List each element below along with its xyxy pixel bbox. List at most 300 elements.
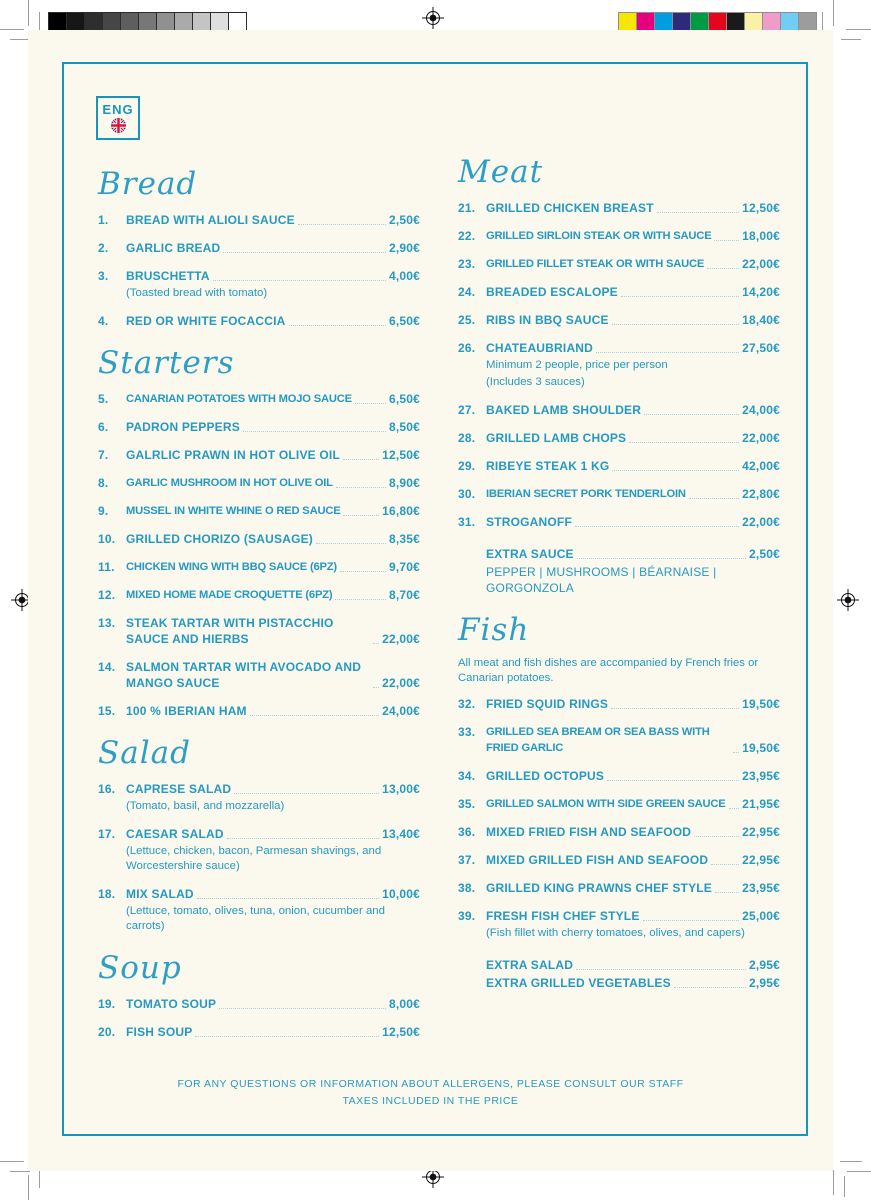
item-name: EXTRA SALAD [486, 958, 574, 972]
item-name: MIXED FRIED FISH AND SEAFOOD [486, 825, 692, 839]
dotted-leader [729, 808, 740, 809]
color-swatch [780, 12, 799, 32]
menu-item-row [98, 886, 420, 902]
item-number: 10. [98, 532, 116, 546]
item-number: 35. [458, 797, 476, 811]
menu-item [98, 703, 420, 719]
item-price: 14,20€ [742, 285, 780, 299]
item-price: 8,00€ [388, 997, 420, 1011]
section-title: Bread [98, 166, 198, 202]
menu-item [98, 781, 420, 814]
menu-section-fish [458, 610, 780, 991]
dotted-leader [674, 987, 746, 988]
menu-item-row [98, 475, 420, 491]
menu-item [98, 826, 420, 874]
item-number: 31. [458, 515, 476, 529]
crop-mark [10, 39, 30, 40]
extras-block [486, 546, 780, 596]
item-price: 22,95€ [742, 853, 780, 867]
item-number: 30. [458, 487, 476, 501]
item-price: 8,50€ [388, 420, 420, 434]
item-price: 23,95€ [742, 769, 780, 783]
item-description: (Fish fillet with cherry tomatoes, olives, and capers) [486, 927, 745, 939]
language-label: ENG [102, 102, 134, 117]
dotted-leader [607, 780, 739, 781]
dotted-leader [213, 280, 386, 281]
crop-mark [841, 39, 861, 40]
menu-item-row [458, 880, 780, 896]
crop-mark [844, 1176, 845, 1197]
menu-item-row [458, 852, 780, 868]
item-name: GALRLIC PRAWN IN HOT OLIVE OIL [126, 448, 340, 462]
item-name: 100 % IBERIAN HAM [126, 704, 247, 718]
grayscale-swatch [138, 12, 157, 32]
menu-item [458, 514, 780, 530]
item-name: BRUSCHETTA [126, 269, 210, 283]
item-price: 22,00€ [382, 676, 420, 690]
item-price: 2,90€ [388, 241, 420, 255]
grayscale-swatch [48, 12, 67, 32]
item-number: 1. [98, 213, 109, 227]
item-name: FRESH FISH CHEF STYLE [486, 909, 640, 923]
menu-section-starters [98, 343, 420, 719]
allergen-notice: FOR ANY QUESTIONS OR INFORMATION ABOUT ALLERGENS, PLEASE CONSULT OUR STAFF [177, 1078, 684, 1090]
grayscale-swatch [174, 12, 193, 32]
crop-mark [833, 1170, 834, 1195]
color-swatch [654, 12, 673, 32]
item-name: MIXED GRILLED FISH AND SEAFOOD [486, 853, 709, 867]
item-number: 39. [458, 909, 476, 923]
item-number: 27. [458, 403, 476, 417]
item-price: 8,70€ [388, 588, 420, 602]
item-price: 12,50€ [742, 201, 780, 215]
item-name: GRILLED FILLET STEAK OR WITH SAUCE [486, 258, 705, 270]
dotted-leader [694, 836, 739, 837]
item-price: 22,00€ [742, 515, 780, 529]
item-number: 25. [458, 313, 476, 327]
item-name: STEAK TARTAR WITH PISTACCHIO SAUCE AND HIERBS [126, 616, 334, 646]
dotted-leader [612, 324, 739, 325]
item-price: 18,40€ [742, 313, 780, 327]
menu-item-row [458, 824, 780, 840]
item-price: 2,50€ [748, 547, 780, 561]
item-number: 34. [458, 769, 476, 783]
menu-item-row [98, 419, 420, 435]
item-name: MIXED HOME MADE CROQUETTE (6PZ) [126, 589, 333, 601]
grayscale-swatch [228, 12, 247, 32]
item-name: GRILLED CHORIZO (SAUSAGE) [126, 532, 313, 546]
extras-block [486, 957, 780, 991]
color-calibration-bar [618, 12, 816, 32]
dotted-leader [373, 643, 379, 644]
dotted-leader [373, 687, 379, 688]
item-name: CHICKEN WING WITH BBQ SAUCE (6PZ) [126, 561, 337, 573]
dotted-leader [707, 268, 739, 269]
grayscale-swatch [120, 12, 139, 32]
item-price: 21,95€ [742, 797, 780, 811]
item-number: 6. [98, 420, 109, 434]
menu-item [458, 312, 780, 328]
menu-item-row [98, 996, 420, 1012]
menu-item-row [458, 200, 780, 216]
item-description: (Tomato, basil, and mozzarella) [126, 800, 285, 812]
item-name: FRIED SQUID RINGS [486, 697, 609, 711]
menu-item [98, 559, 420, 575]
item-description: (Includes 3 sauces) [486, 376, 585, 388]
dotted-leader [611, 708, 739, 709]
item-name: RED OR WHITE FOCACCIA [126, 314, 286, 328]
menu-item-row [458, 696, 780, 712]
tax-notice: TAXES INCLUDED IN THE PRICE [342, 1095, 519, 1107]
menu-item-row [98, 615, 420, 647]
item-name: CHATEAUBRIAND [486, 341, 594, 355]
menu-item [458, 908, 780, 941]
menu-section-bread [98, 164, 420, 329]
menu-item-row [98, 531, 420, 547]
menu-item-row [458, 312, 780, 328]
color-swatch [690, 12, 709, 32]
color-swatch [618, 12, 637, 32]
menu-item [98, 1024, 420, 1040]
menu-item-row [458, 796, 780, 812]
dotted-leader [343, 515, 379, 516]
item-price: 19,50€ [742, 697, 780, 711]
dotted-leader [714, 240, 739, 241]
menu-item-row [458, 908, 780, 924]
item-name: CANARIAN POTATOES WITH MOJO SAUCE [126, 393, 352, 405]
item-price: 22,80€ [742, 487, 780, 501]
crop-mark [28, 1175, 29, 1200]
item-number: 21. [458, 201, 476, 215]
menu-item-row [98, 587, 420, 603]
item-price: 8,35€ [388, 532, 420, 546]
item-number: 20. [98, 1025, 116, 1039]
item-name: STROGANOFF [486, 515, 572, 529]
menu-item [98, 475, 420, 491]
dotted-leader [715, 892, 739, 893]
menu-item [458, 200, 780, 216]
crop-mark [39, 1169, 40, 1188]
crop-mark [833, 0, 834, 26]
menu-section-salad [98, 733, 420, 934]
item-name: CAPRESE SALAD [126, 782, 232, 796]
crop-mark [28, 0, 29, 26]
menu-item-row [98, 559, 420, 575]
item-price: 4,00€ [388, 269, 420, 283]
item-number: 12. [98, 588, 116, 602]
registration-mark-top [422, 7, 444, 29]
menu-item [98, 659, 420, 691]
item-name: GRILLED SALMON WITH SIDE GREEN SAUCE [486, 798, 726, 810]
dotted-leader [733, 752, 739, 753]
item-name: GRILLED CHICKEN BREAST [486, 201, 654, 215]
item-price: 18,00€ [742, 229, 780, 243]
item-description: Minimum 2 people, price per person [486, 359, 668, 371]
menu-item [98, 240, 420, 256]
section-note: All meat and fish dishes are accompanied by French fries or Canarian potatoes. [458, 657, 759, 684]
item-number: 33. [458, 725, 476, 739]
item-number: 37. [458, 853, 476, 867]
item-price: 12,50€ [382, 1025, 420, 1039]
item-price: 24,00€ [742, 403, 780, 417]
item-description: (Lettuce, tomato, olives, tuna, onion, cucumber and carrots) [126, 905, 385, 932]
item-name: SALMON TARTAR WITH AVOCADO AND MANGO SAUCE [126, 660, 362, 690]
section-title: Fish [458, 612, 530, 648]
grayscale-swatch [210, 12, 229, 32]
menu-item [98, 886, 420, 934]
crop-mark [39, 12, 40, 31]
crop-mark [847, 1171, 871, 1172]
item-number: 38. [458, 881, 476, 895]
item-number: 8. [98, 476, 109, 490]
menu-item [458, 486, 780, 502]
section-title: Starters [98, 345, 235, 381]
dotted-leader [612, 470, 739, 471]
item-price: 24,00€ [382, 704, 420, 718]
item-price: 6,50€ [388, 314, 420, 328]
item-price: 2,50€ [388, 213, 420, 227]
menu-item [458, 852, 780, 868]
menu-item-row [98, 240, 420, 256]
crop-mark [10, 1171, 30, 1172]
item-name: MIX SALAD [126, 887, 194, 901]
menu-item-row [486, 546, 780, 562]
dotted-leader [298, 224, 386, 225]
menu-item-row [458, 514, 780, 530]
menu-item-row [458, 256, 780, 272]
item-description: (Toasted bread with tomato) [126, 287, 268, 299]
menu-item-row [98, 826, 420, 842]
item-name: RIBEYE STEAK 1 KG [486, 459, 610, 473]
menu-item [98, 268, 420, 301]
grayscale-swatch [102, 12, 121, 32]
dotted-leader [250, 715, 379, 716]
menu-item-row [98, 447, 420, 463]
menu-item [458, 430, 780, 446]
extras-description: PEPPER | MUSHROOMS | BÉARNAISE | GORGONZOLA [486, 565, 717, 595]
item-number: 19. [98, 997, 116, 1011]
grayscale-swatch [156, 12, 175, 32]
menu-item [98, 391, 420, 407]
item-price: 2,95€ [748, 958, 780, 972]
menu-item-row [458, 284, 780, 300]
dotted-leader [316, 543, 386, 544]
item-number: 3. [98, 269, 109, 283]
item-number: 11. [98, 560, 115, 574]
menu-item-row [98, 212, 420, 228]
item-price: 2,95€ [748, 976, 780, 990]
item-number: 26. [458, 341, 476, 355]
registration-mark-right [837, 589, 859, 611]
menu-section-meat [458, 152, 780, 596]
item-name: EXTRA GRILLED VEGETABLES [486, 976, 671, 990]
item-price: 12,50€ [382, 448, 420, 462]
item-name: BREAD WITH ALIOLI SAUCE [126, 213, 295, 227]
item-number: 9. [98, 504, 109, 518]
crop-mark [822, 12, 823, 31]
menu-item [458, 228, 780, 244]
item-price: 27,50€ [742, 341, 780, 355]
item-price: 13,40€ [382, 827, 420, 841]
dotted-leader [657, 212, 739, 213]
menu-item [458, 256, 780, 272]
dotted-leader [219, 1008, 386, 1009]
item-name: GRILLED LAMB CHOPS [486, 431, 627, 445]
menu-item-row [98, 1024, 420, 1040]
language-badge [96, 96, 140, 140]
dotted-leader [629, 442, 739, 443]
menu-item-row [486, 975, 780, 991]
color-swatch [762, 12, 781, 32]
item-price: 22,00€ [742, 257, 780, 271]
menu-item-row [98, 659, 420, 691]
item-name: BREADED ESCALOPE [486, 285, 618, 299]
item-number: 14. [98, 660, 116, 674]
item-price: 22,00€ [382, 632, 420, 646]
grayscale-swatch [192, 12, 211, 32]
dotted-leader [289, 325, 386, 326]
item-name: GRILLED OCTOPUS [486, 769, 605, 783]
item-price: 22,00€ [742, 431, 780, 445]
item-number: 4. [98, 314, 109, 328]
grayscale-swatch [66, 12, 85, 32]
color-swatch [726, 12, 745, 32]
item-price: 19,50€ [742, 741, 780, 755]
item-price: 9,70€ [388, 560, 420, 574]
item-name: GRILLED KING PRAWNS CHEF STYLE [486, 881, 713, 895]
crop-mark [840, 1161, 862, 1162]
dotted-leader [336, 487, 386, 488]
item-name: GARLIC BREAD [126, 241, 221, 255]
item-number: 16. [98, 782, 116, 796]
dotted-leader [227, 838, 379, 839]
item-name: CAESAR SALAD [126, 827, 224, 841]
dotted-leader [576, 969, 746, 970]
crop-mark [0, 1161, 24, 1162]
menu-item [458, 768, 780, 784]
menu-item-row [98, 313, 420, 329]
item-price: 8,90€ [388, 476, 420, 490]
item-price: 6,50€ [388, 392, 420, 406]
menu-item-row [98, 268, 420, 284]
menu-item-row [458, 724, 780, 756]
item-price: 13,00€ [382, 782, 420, 796]
item-name: GRILLED SEA BREAM OR SEA BASS WITH FRIED GARLIC [486, 726, 710, 754]
item-number: 32. [458, 697, 476, 711]
footer [28, 1076, 833, 1110]
dotted-leader [355, 403, 386, 404]
item-number: 2. [98, 241, 109, 255]
item-price: 22,95€ [742, 825, 780, 839]
dotted-leader [197, 898, 379, 899]
menu-item [458, 340, 780, 390]
item-number: 18. [98, 887, 116, 901]
item-name: FISH SOUP [126, 1025, 193, 1039]
menu-item [98, 447, 420, 463]
crop-mark [846, 29, 871, 30]
dotted-leader [711, 864, 739, 865]
dotted-leader [644, 414, 739, 415]
menu-item-row [458, 340, 780, 356]
item-description: (Lettuce, chicken, bacon, Parmesan shavings, and Worcestershire sauce) [126, 845, 382, 872]
menu-item-row [458, 458, 780, 474]
dotted-leader [643, 920, 740, 921]
menu-item [98, 503, 420, 519]
menu-item-row [458, 486, 780, 502]
menu-item-row [98, 703, 420, 719]
item-name: PADRON PEPPERS [126, 420, 240, 434]
item-price: 16,80€ [382, 504, 420, 518]
color-swatch [636, 12, 655, 32]
section-title: Soup [98, 950, 182, 986]
dotted-leader [689, 498, 739, 499]
color-swatch [798, 12, 817, 32]
dotted-leader [195, 1036, 379, 1037]
menu-item [458, 402, 780, 418]
item-number: 28. [458, 431, 476, 445]
menu-item [98, 587, 420, 603]
item-price: 25,00€ [742, 909, 780, 923]
item-name: GARLIC MUSHROOM IN HOT OLIVE OIL [126, 477, 333, 489]
menu-column-right [458, 152, 780, 1005]
dotted-leader [335, 599, 386, 600]
item-name: GRILLED SIRLOIN STEAK OR WITH SAUCE [486, 230, 712, 242]
menu-item [98, 212, 420, 228]
uk-flag-icon [111, 118, 126, 133]
item-number: 29. [458, 459, 476, 473]
color-swatch [708, 12, 727, 32]
menu-item-row [458, 228, 780, 244]
item-name: EXTRA SAUCE [486, 547, 574, 561]
menu-item [98, 996, 420, 1012]
grayscale-swatch [84, 12, 103, 32]
menu-item-row [458, 430, 780, 446]
dotted-leader [243, 431, 386, 432]
menu-item-row [486, 957, 780, 973]
item-number: 22. [458, 229, 476, 243]
item-name: TOMATO SOUP [126, 997, 217, 1011]
menu-item-row [458, 768, 780, 784]
section-title: Salad [98, 735, 191, 771]
menu-item [458, 796, 780, 812]
item-name: MUSSEL IN WHITE WHINE O RED SAUCE [126, 505, 341, 517]
menu-item [458, 696, 780, 712]
item-name: BAKED LAMB SHOULDER [486, 403, 642, 417]
menu-item [458, 724, 780, 756]
item-name: RIBS IN BBQ SAUCE [486, 313, 609, 327]
item-number: 7. [98, 448, 109, 462]
menu-item [458, 824, 780, 840]
menu-item [98, 615, 420, 647]
color-swatch [744, 12, 763, 32]
menu-item-row [98, 781, 420, 797]
section-title: Meat [458, 154, 544, 190]
grayscale-calibration-bar [48, 12, 246, 32]
menu-item [458, 880, 780, 896]
dotted-leader [343, 459, 379, 460]
dotted-leader [340, 571, 386, 572]
crop-mark [0, 29, 24, 30]
menu-column-left [98, 164, 420, 1054]
menu-section-soup [98, 948, 420, 1040]
item-number: 5. [98, 392, 109, 406]
item-number: 24. [458, 285, 476, 299]
item-number: 17. [98, 827, 116, 841]
item-number: 13. [98, 616, 116, 630]
menu-item [98, 313, 420, 329]
page-border-frame [62, 62, 808, 1136]
item-number: 23. [458, 257, 476, 271]
